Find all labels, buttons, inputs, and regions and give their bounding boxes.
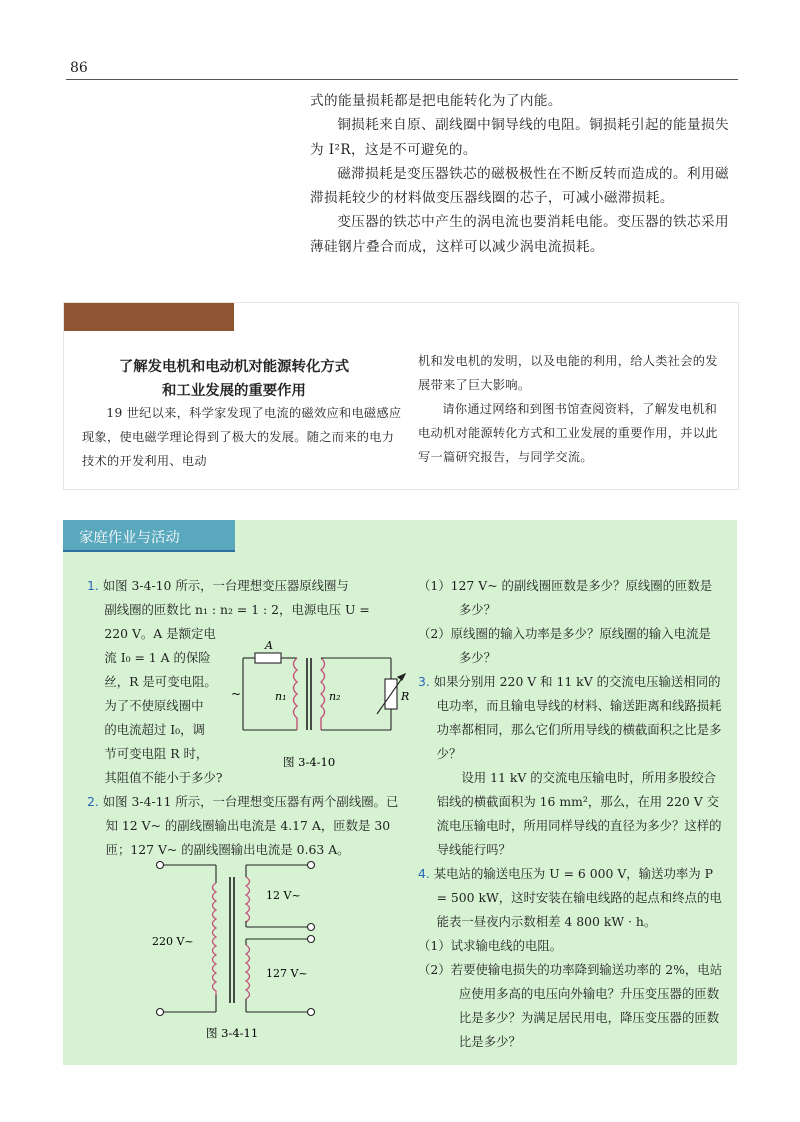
q3-text-2: 设用 11 kV 的交流电压输电时，所用多股绞合铝线的横截面积为 16 mm²，那么，在用 220 V 交流电压输电时，所用同样导线的直径为多少？这样的导线能行吗？ [436, 770, 722, 857]
q4-text: 某电站的输送电压为 U = 6 000 V，输送功率为 P = 500 kW，这时安装在输电线路的起点和终点的电能表一昼夜内示数相差 4 800 kW · h。 [433, 866, 722, 929]
label-220v: 220 V~ [152, 935, 194, 948]
q1-line-3: 220 V。A 是额定电 [104, 626, 216, 641]
primary-coil-icon [294, 658, 298, 730]
top-text [310, 89, 740, 259]
q1-line-7: 的电流超过 I₀，调 [104, 722, 205, 737]
header-rule [66, 79, 738, 80]
page-number: 86 [70, 60, 88, 76]
figure-3-4-11 [148, 855, 348, 1040]
q2-sub-2: （2）原线圈的输入功率是多少？原线圈的输入电流是多少？ [418, 626, 711, 665]
homework-tab-label: 家庭作业与活动 [79, 530, 180, 546]
box-right-text-1: 机和发电机的发明，以及电能的利用，给人类社会的发展带来了巨大影响。 [418, 354, 718, 392]
research-box-title [94, 355, 374, 403]
homework-section [63, 520, 737, 1065]
fuse-icon [255, 653, 281, 663]
secondary-coil-icon [321, 658, 325, 730]
q1-line-1: 如图 3-4-10 所示，一台理想变压器原线圈与 [102, 578, 349, 593]
top-paragraph-1: 式的能量损耗都是把电能转化为了内能。 [310, 93, 562, 109]
q4-sub-2: （2）若要使输电损失的功率降到输送功率的 2%，电站应使用多高的电压向外输电？升压变压器的匝数比是多少？为满足居民用电，降压变压器的匝数比是多少？ [418, 962, 723, 1049]
label-A: A [265, 639, 273, 652]
q2-number: 2. [87, 794, 99, 809]
title-line-1: 了解发电机和电动机对能源转化方式 [118, 359, 350, 375]
fig1-caption: 图 3-4-10 [283, 755, 336, 769]
label-R: R [401, 690, 410, 703]
label-12v: 12 V~ [266, 889, 301, 902]
q1-line-5: 丝，R 是可变电阻。 [104, 674, 217, 689]
label-n2: n₂ [329, 690, 341, 703]
title-line-2: 和工业发展的重要作用 [162, 383, 306, 399]
top-paragraph-4: 变压器的铁芯中产生的涡电流也要消耗电能。变压器的铁芯采用薄硅钢片叠合而成，这样可以减少涡电流损耗。 [310, 214, 730, 255]
q3-text: 如果分别用 220 V 和 11 kV 的交流电压输送相同的电功率，而且输电导线的材料、输送距离和线路损耗功率都相同，那么它们所用导线的横截面积之比是多少？ [433, 674, 722, 761]
label-n1: n₁ [275, 690, 287, 703]
q4-number: 4. [418, 866, 430, 881]
top-paragraph-2: 铜损耗来自原、副线圈中铜导线的电阻。铜损耗引起的能量损失为 I²R，这是不可避免的。 [310, 117, 730, 158]
q1-line-2: 副线圈的匝数比 n₁ : n₂ = 1 : 2，电源电压 U = [104, 602, 370, 617]
q1-number: 1. [87, 578, 99, 593]
homework-tab-underline [63, 550, 235, 552]
q1-line-9: 其阻值不能小于多少? [104, 770, 223, 785]
research-box-left [82, 401, 402, 473]
secondary-coil-1-icon [246, 877, 250, 922]
figure-3-4-10 [231, 638, 421, 773]
q2-sub-1: （1）127 V~ 的副线圈匝数是多少？原线圈的匝数是多少？ [418, 578, 713, 617]
research-box-tab [64, 303, 234, 331]
box-right-text-2: 请你通过网络和到图书馆查阅资料，了解发电机和电动机对能源转化方式和工业发展的重要作用，并以此写一篇研究报告，与同学交流。 [418, 402, 718, 464]
box-left-text: 19 世纪以来，科学家发现了电流的磁效应和电磁感应现象，使电磁学理论得到了极大的发展。随之而来的电力技术的开发利用、电动 [82, 406, 402, 468]
q1-line-6: 为了不使原线圈中 [104, 698, 204, 713]
fig2-caption: 图 3-4-11 [206, 1026, 259, 1040]
q1-line-8: 节可变电阻 R 时， [104, 746, 209, 761]
label-127v: 127 V~ [266, 967, 308, 980]
primary-coil-icon [213, 883, 217, 995]
homework-tab [63, 520, 235, 550]
top-paragraph-3: 磁滞损耗是变压器铁芯的磁极极性在不断反转而造成的。利用磁滞损耗较少的材料做变压器线圈的芯子，可减小磁滞损耗。 [310, 165, 730, 207]
research-box [63, 302, 739, 490]
question-2 [87, 790, 407, 862]
q1-line-4: 流 I₀ = 1 A 的保险 [104, 650, 211, 665]
secondary-coil-2-icon [246, 945, 250, 999]
q4-sub-1: （1）试求输电线的电阻。 [418, 938, 563, 953]
q3-number: 3. [418, 674, 430, 689]
right-column [418, 574, 723, 1054]
research-box-right [418, 349, 718, 469]
q2-text: 如图 3-4-11 所示，一台理想变压器有两个副线圈。已知 12 V~ 的副线圈输出电流是 4.17 A，匝数是 30 匝；127 V~ 的副线圈输出电流是 0.63 A。 [102, 794, 399, 857]
label-ac-source: ~ [231, 687, 242, 701]
